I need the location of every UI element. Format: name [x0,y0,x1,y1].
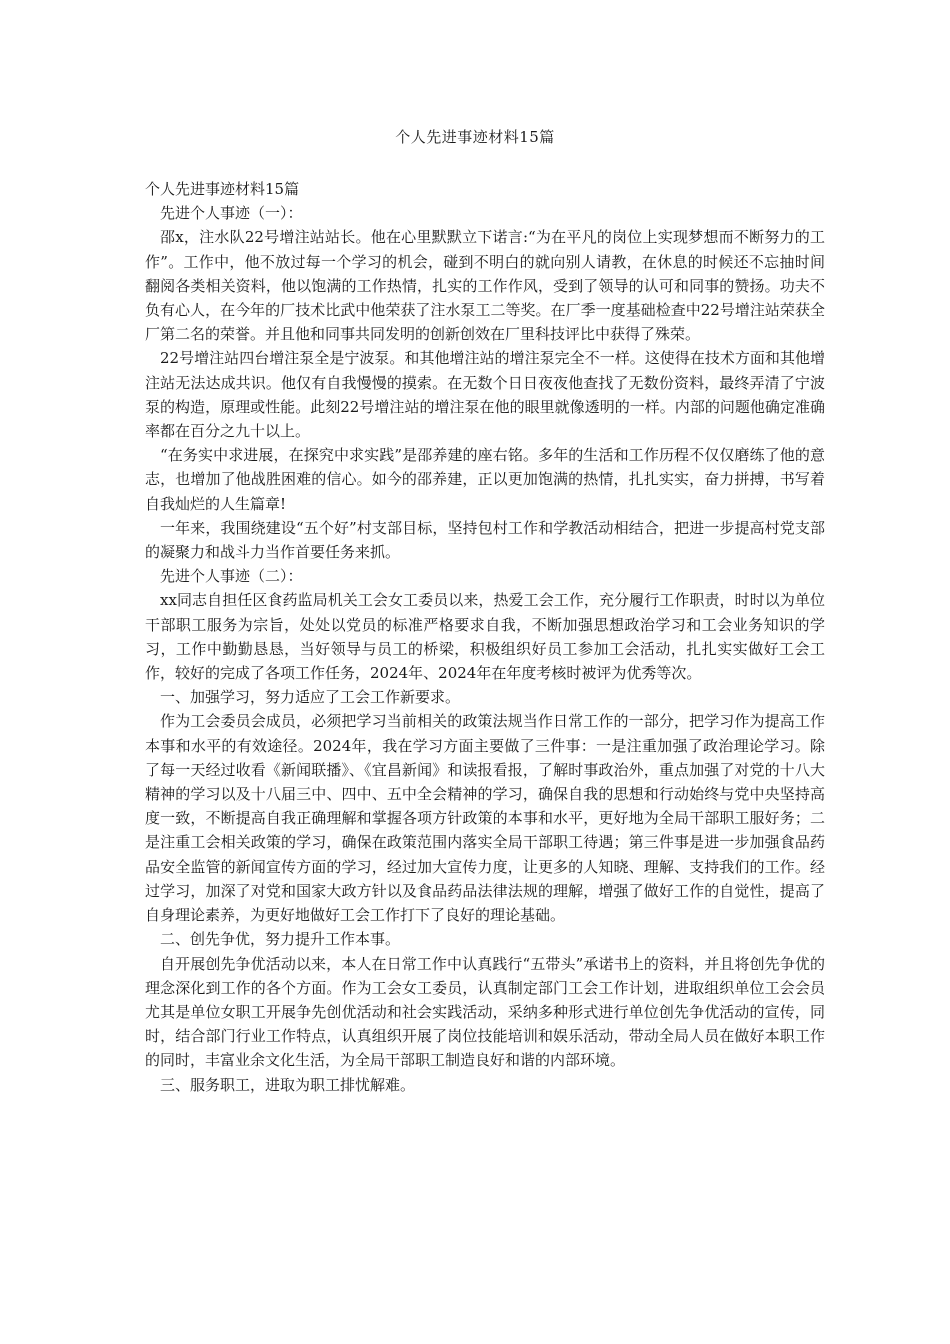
paragraph: 先进个人事迹（一）： [160,204,303,223]
paragraph: 作为工会委员会成员，必须把学习当前相关的政策法规当作日常工作的一部分，把学习作为提高工作本事和水平的有效途径。2024年，我在学习方面主要做了三件事：一是注重加强了政治理论学习。除了每一天经过收看《新闻联播》、《宜昌新闻》和读报看报，了解时事政治外，重点加强了对党的十八大精神的学习以及十八届三中、四中、五中全会精神的学习，确保自我的思想和行动始终与党中央坚持高度一致，不断提高自我正确理解和掌握各项方针政策的本事和水平，更好地为全局干部职工服好务；二是注重工会相关政策的学习，确保在政策范围内落实全局干部职工待遇；第三件事是进一步加强食品药品安全监管的新闻宣传方面的学习，经过加大宣传力度，让更多的人知晓、理解、支持我们的工作。经过学习，加深了对党和国家大政方针以及食品药品法律法规的理解，增强了做好工作的自觉性，提高了自身理论素养，为更好地做好工会工作打下了良好的理论基础。 [145,712,825,925]
paragraph: 自开展创先争优活动以来，本人在日常工作中认真践行“五带头”承诺书上的资料，并且将创先争优的理念深化到工作的各个方面。作为工会女工委员，认真制定部门工会工作计划，进取组织单位工会会员尤其是单位女职工开展争先创优活动和社会实践活动，采纳多种形式进行单位创先争优活动的宣传，同时，结合部门行业工作特点，认真组织开展了岗位技能培训和娱乐活动，带动全局人员在做好本职工作的同时，丰富业余文化生活，为全局干部职工制造良好和谐的内部环境。 [145,954,825,1070]
document-body [145,177,825,1097]
document-title: 个人先进事迹材料15篇 [395,128,555,146]
paragraph: “在务实中求进展，在探究中求实践”是邵养建的座右铭。多年的生活和工作历程不仅仅磨练了他的意志，也增加了他战胜困难的信心。如今的邵养建，正以更加饱满的热情，扎扎实实，奋力拼搏，书写着自我灿烂的人生篇章! [145,446,825,513]
paragraph: 邵x，注水队22号增注站站长。他在心里默默立下诺言:“为在平凡的岗位上实现梦想而不断努力的工作”。工作中，他不放过每一个学习的机会，碰到不明白的就向别人请教，在休息的时候还不忘抽时间翻阅各类相关资料，他以饱满的工作热情，扎实的工作作风，受到了领导的认可和同事的赞扬。功夫不负有心人，在今年的厂技术比武中他荣获了注水泵工二等奖。在厂季一度基础检查中22号增注站荣获全厂第二名的荣誉。并且他和同事共同发明的创新创效在厂里科技评比中获得了殊荣。 [145,228,825,344]
paragraph: 一、加强学习，努力适应了工会工作新要求。 [160,688,461,707]
paragraph: 一年来，我围绕建设“五个好”村支部目标，坚持包村工作和学教活动相结合，把进一步提高村党支部的凝聚力和战斗力当作首要任务来抓。 [145,518,825,562]
paragraph: 二、创先争优，努力提升工作本事。 [160,930,401,949]
paragraph: 三、服务职工，进取为职工排忧解难。 [160,1075,416,1094]
paragraph: 个人先进事迹材料15篇 [145,180,300,198]
paragraph: 22号增注站四台增注泵全是宁波泵。和其他增注站的增注泵完全不一样。这使得在技术方面和其他增注站无法达成共识。他仅有自我慢慢的摸索。在无数个日日夜夜他查找了无数份资料，最终弄清了宁波泵的构造，原理或性能。此刻22号增注站的增注泵在他的眼里就像透明的一样。内部的问题他确定准确率都在百分之九十以上。 [145,349,825,441]
paragraph: 先进个人事迹（二）： [160,567,303,586]
paragraph: xx同志自担任区食药监局机关工会女工委员以来，热爱工会工作，充分履行工作职责，时时以为单位干部职工服务为宗旨，处处以党员的标准严格要求自我，不断加强思想政治学习和工会业务知识的学习，工作中勤勤恳恳，当好领导与员工的桥梁，积极组织好员工参加工会活动，扎扎实实做好工会工作，较好的完成了各项工作任务，2024年、2024年在年度考核时被评为优秀等次。 [145,591,825,683]
